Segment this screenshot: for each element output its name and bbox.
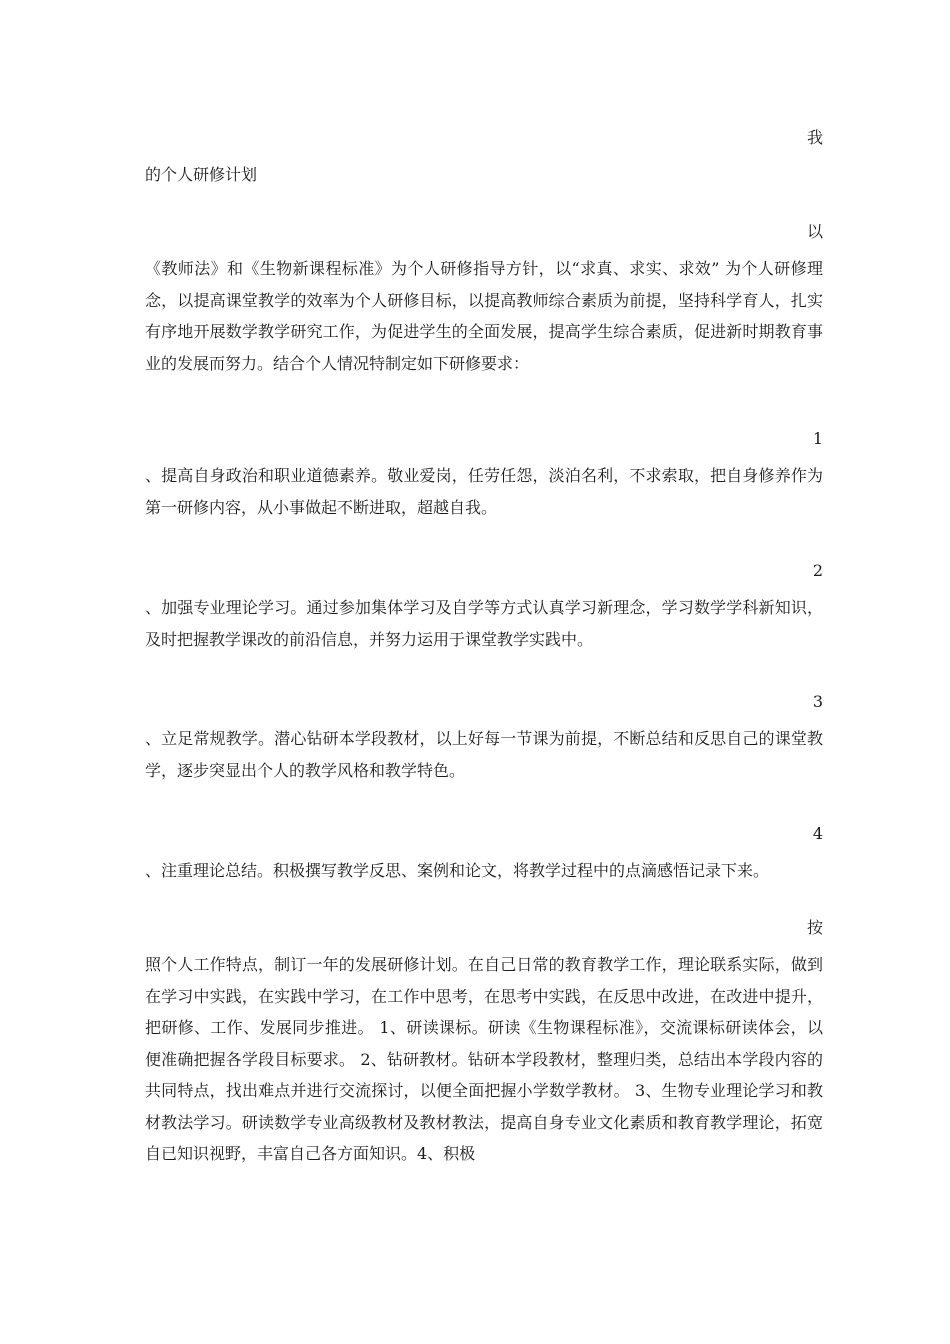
- plan-paragraph: 照个人工作特点，制订一年的发展研修计划。在自己日常的教育教学工作，理论联系实际，做到在学习中实践，在实践中学习，在工作中思考，在思考中实践，在反思中改进，在改进中提升，把研修、工作、发展同步推进。 1、研读课标。研读《生物课程标准》，交流课标研读体会，以便准确把握各学段目标要求。 2、钻研教材。钻研本学段教材，整理归类，总结出本学段内容的共同特点，找出难点并进行交流探讨，以便全面把握小学数学教材。 3、生物专业理论学习和教材教法学习。研读数学专业高级教材及教材教法，提高自身专业文化素质和教育教学理论，拓宽自已知识视野，丰富自己各方面知识。4、积极: [145, 955, 823, 1163]
- requirement-text-1: 、提高自身政治和职业道德素养。敬业爱岗，任劳任怨，淡泊名利，不求索取，把自身修养作为第一研修内容，从小事做起不断进取，超越自我。: [145, 466, 823, 517]
- requirement-number-1: 1: [812, 429, 823, 448]
- intro-paragraph: 《教师法》和《生物新课程标准》为个人研修指导方针，以“求真、求实、求效” 为个人研修理念，以提高课堂教学的效率为个人研修目标，以提高教师综合素质为前提，坚持科学育人，扎实有序地开展数学教学研究工作，为促进学生的全面发展，提高学生综合素质，促进新时期教育事业的发展而努力。结合个人情况特制定如下研修要求：: [145, 259, 823, 373]
- document-title: 的个人研修计划: [145, 165, 258, 184]
- requirement-number-4: 4: [812, 824, 823, 843]
- plan-lead-char: 按: [806, 918, 823, 937]
- requirement-number-3: 3: [812, 692, 823, 711]
- requirement-number-2: 2: [812, 561, 823, 580]
- title-lead-char: 我: [806, 128, 823, 147]
- requirement-text-4: 、注重理论总结。积极撰写教学反思、案例和论文，将教学过程中的点滴感悟记录下来。: [145, 861, 770, 880]
- intro-lead-char: 以: [806, 222, 823, 241]
- requirement-text-3: 、立足常规教学。潜心钻研本学段教材，以上好每一节课为前提，不断总结和反思自己的课堂教学，逐步突显出个人的教学风格和教学特色。: [145, 729, 823, 780]
- requirement-text-2: 、加强专业理论学习。通过参加集体学习及自学等方式认真学习新理念，学习数学学科新知识，及时把握教学课改的前沿信息，并努力运用于课堂教学实践中。: [145, 598, 823, 649]
